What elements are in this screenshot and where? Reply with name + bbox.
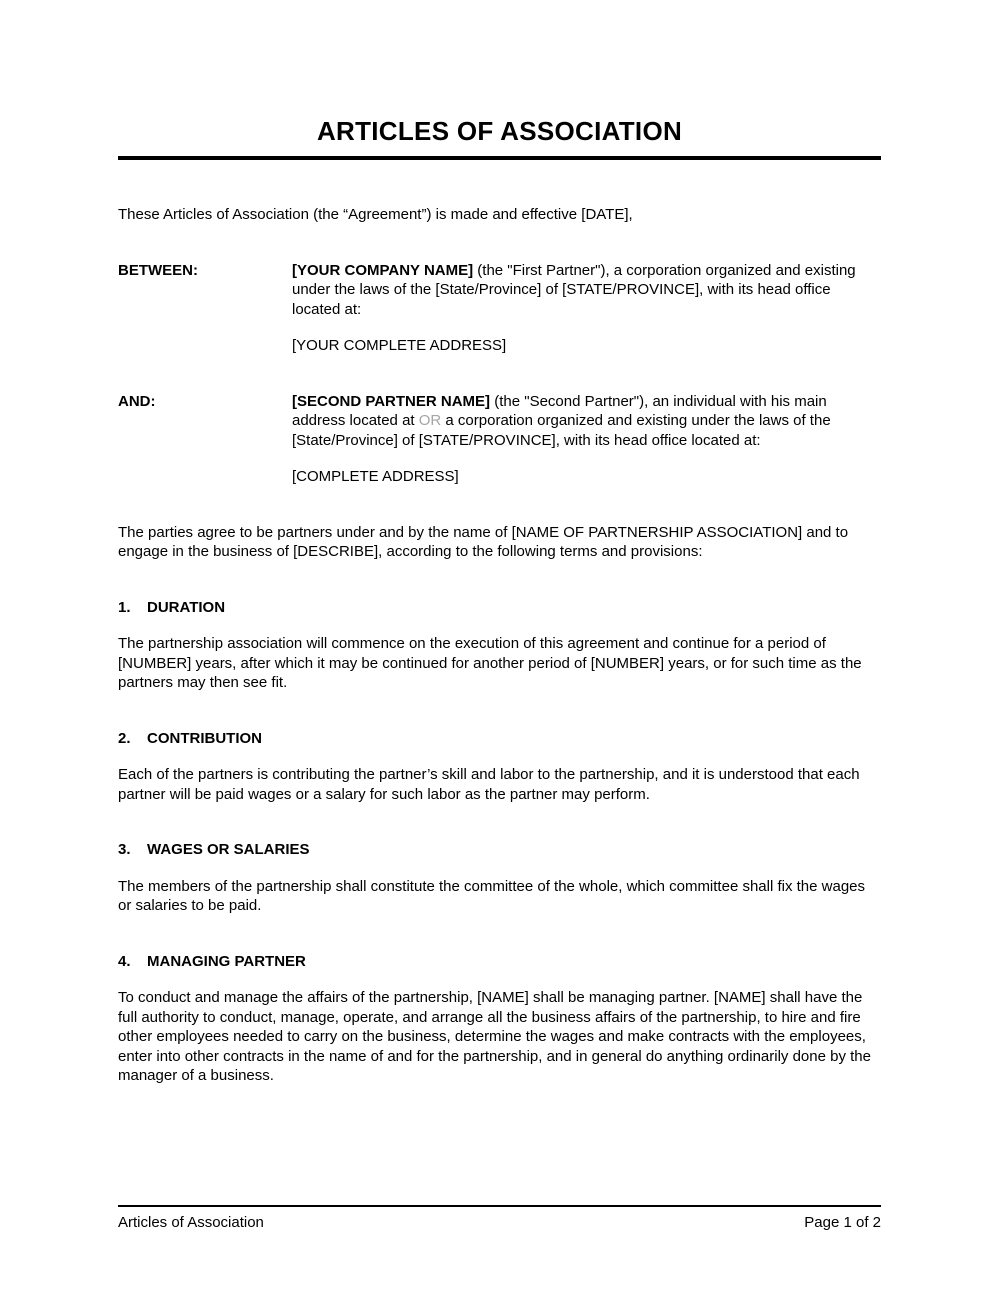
section-title: DURATION (147, 598, 226, 616)
section-title: MANAGING PARTNER (147, 952, 306, 970)
section-heading-duration (118, 598, 881, 618)
footer-divider (118, 1205, 881, 1207)
section-number: 4. (118, 952, 131, 970)
section-title: CONTRIBUTION (147, 729, 262, 747)
agreement-clause: The parties agree to be partners under and by the name of [NAME OF PARTNERSHIP ASSOCIATION] and to engage in the business of [DESCRIBE], according to the following terms and provisions: (118, 523, 849, 560)
section-number: 1. (118, 598, 131, 616)
section-number: 2. (118, 729, 131, 747)
section-heading-wages (118, 840, 881, 860)
section-number: 3. (118, 841, 131, 858)
section-body-duration: The partnership association will commence on the execution of this agreement and continue for a period of [NUMBER] years, after which it may be continued for another period of [NUMBER] years, or for such time as the partners may then see fit. (118, 635, 862, 691)
section-title: WAGES OR SALARIES (147, 841, 310, 858)
section-heading-contribution (118, 729, 881, 749)
section-body-wages: The members of the partnership shall constitute the committee of the whole, which committee shall fix the wages or salaries to be paid. (118, 877, 866, 914)
footer-page-number: Page 1 of 2 (804, 1214, 881, 1231)
between-label: BETWEEN: (118, 261, 198, 279)
section-heading-managing-partner (118, 952, 881, 972)
between-block (118, 261, 881, 320)
between-address: [YOUR COMPLETE ADDRESS] (292, 337, 507, 354)
title-divider (118, 156, 881, 160)
and-text: [SECOND PARTNER NAME] (the "Second Partner"), an individual with his main address located at OR a corporation organized and existing under the laws of the [State/Province] of [STATE/PROVINCE], with its head office located at: (292, 392, 831, 449)
and-block (118, 392, 881, 451)
and-address: [COMPLETE ADDRESS] (292, 468, 459, 485)
intro-paragraph: These Articles of Association (the “Agreement”) is made and effective [DATE], (118, 206, 633, 223)
and-label: AND: (118, 392, 156, 410)
section-body-managing-partner: To conduct and manage the affairs of the partnership, [NAME] shall be managing partner. [NAME] shall have the full authority to conduct, manage, operate, and arrange all the business affairs of the partnership, to hire and fire other employees needed to carry on the business, determine the wages and make contracts with the employees, enter into other contracts in the name of and for the partnership, and in general do anything ordinarily done by the manager of a business. (118, 989, 871, 1084)
between-text: [YOUR COMPANY NAME] (the "First Partner"), a corporation organized and existing under the laws of the [State/Province] of [STATE/PROVINCE], with its head office located at: (292, 261, 856, 318)
footer-doc-title: Articles of Association (118, 1214, 264, 1231)
section-body-contribution: Each of the partners is contributing the partner’s skill and labor to the partnership, and it is understood that each partner will be paid wages or a salary for such labor as the partner may perform. (118, 766, 860, 803)
document-title: ARTICLES OF ASSOCIATION (316, 116, 683, 146)
page-footer (118, 1205, 881, 1233)
